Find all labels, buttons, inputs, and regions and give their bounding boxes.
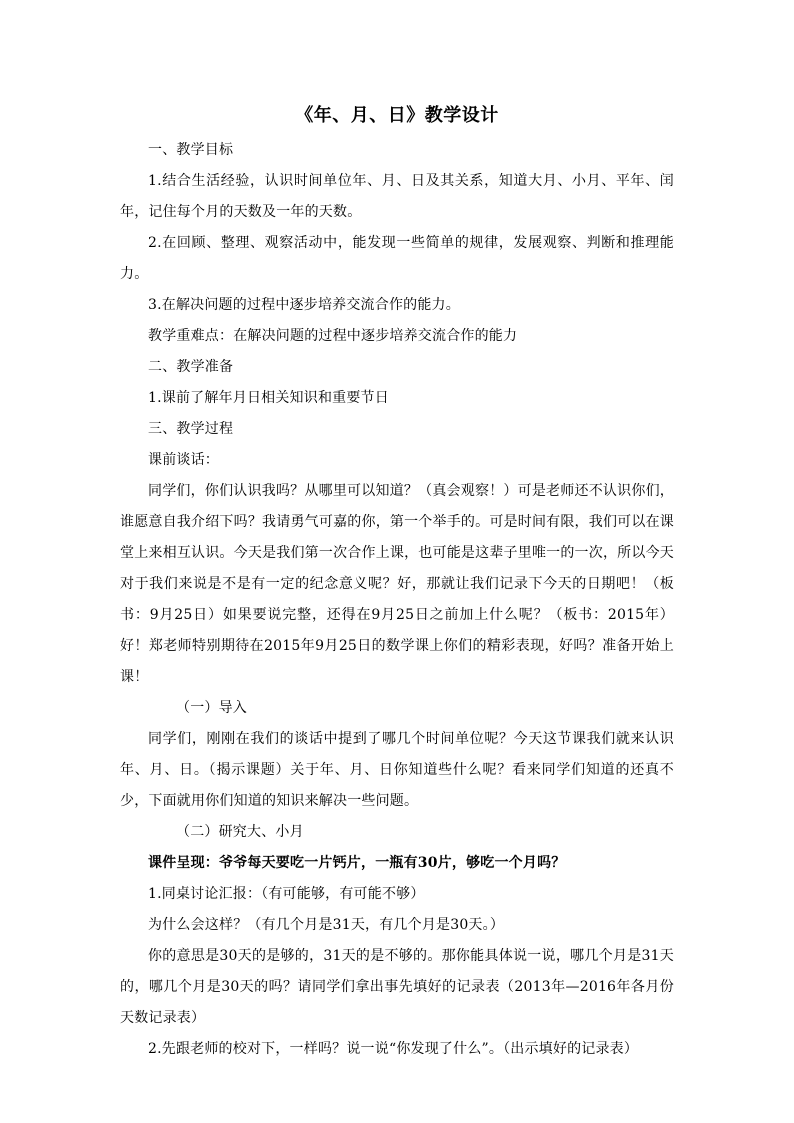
key-difficulty: 教学重难点：在解决问题的过程中逐步培养交流合作的能力: [148, 328, 518, 344]
preparation-1: 1.课前了解年月日相关知识和重要节日: [148, 390, 389, 406]
intro-body: 同学们，刚刚在我们的谈话中提到了哪几个时间单位呢？今天这节课我们就来认识年、月、日。（揭示课题）关于年、月、日你知道些什么呢？看来同学们知道的还真不少，下面就用你们知道的知识来解决一些问题。: [120, 731, 674, 809]
step-1: 1.同桌讨论汇报：（有可能够，有可能不够）: [148, 886, 425, 902]
subsection-intro: （一）导入: [176, 700, 247, 716]
pre-class-talk-body: 同学们，你们认识我吗？从哪里可以知道？（真会观察！）可是老师还不认识你们，谁愿意自我介绍下吗？我请勇气可嘉的你，第一个举手的。可是时间有限，我们可以在课堂上来相互认识。今天是我们第一次合作上课，也可能是这辈子里唯一的一次，所以今天对于我们来说是不是有一定的纪念意义呢？好，那就让我们记录下今天的日期吧！（板书：9月25日）如果要说完整，还得在9月25日之前加上什么呢？（板书：2015年）好！郑老师特别期待在2015年9月25日的数学课上你们的精彩表现，好吗？准备开始上课！: [120, 483, 674, 685]
section-heading-objectives: 一、教学目标: [148, 142, 234, 158]
document-title: 《年、月、日》教学设计: [295, 105, 499, 126]
explanation-body: 你的意思是30天的是够的，31天的是不够的。那你能具体说一说，哪几个月是31天的，哪几个月是30天的吗？请同学们拿出事先填好的记录表（2013年—2016年各月份天数记录表）: [120, 948, 674, 1026]
question-why: 为什么会这样？（有几个月是31天，有几个月是30天。）: [148, 917, 505, 933]
courseware-prompt: 课件呈现：爷爷每天要吃一片钙片，一瓶有30片，够吃一个月吗？: [148, 855, 566, 871]
objective-3: 3.在解决问题的过程中逐步培养交流合作的能力。: [148, 297, 460, 313]
objective-1: 1.结合生活经验，认识时间单位年、月、日及其关系，知道大月、小月、平年、闰年，记住每个月的天数及一年的天数。: [120, 173, 674, 220]
section-heading-preparation: 二、教学准备: [148, 359, 234, 375]
step-2: 2.先跟老师的校对下，一样吗？说一说“你发现了什么”。（出示填好的记录表）: [148, 1041, 639, 1057]
subsection-months: （二）研究大、小月: [176, 824, 304, 840]
section-heading-process: 三、教学过程: [148, 421, 234, 437]
objective-2: 2.在回顾、整理、观察活动中，能发现一些简单的规律，发展观察、判断和推理能力。: [120, 235, 674, 282]
pre-class-talk-label: 课前谈话：: [148, 452, 219, 468]
